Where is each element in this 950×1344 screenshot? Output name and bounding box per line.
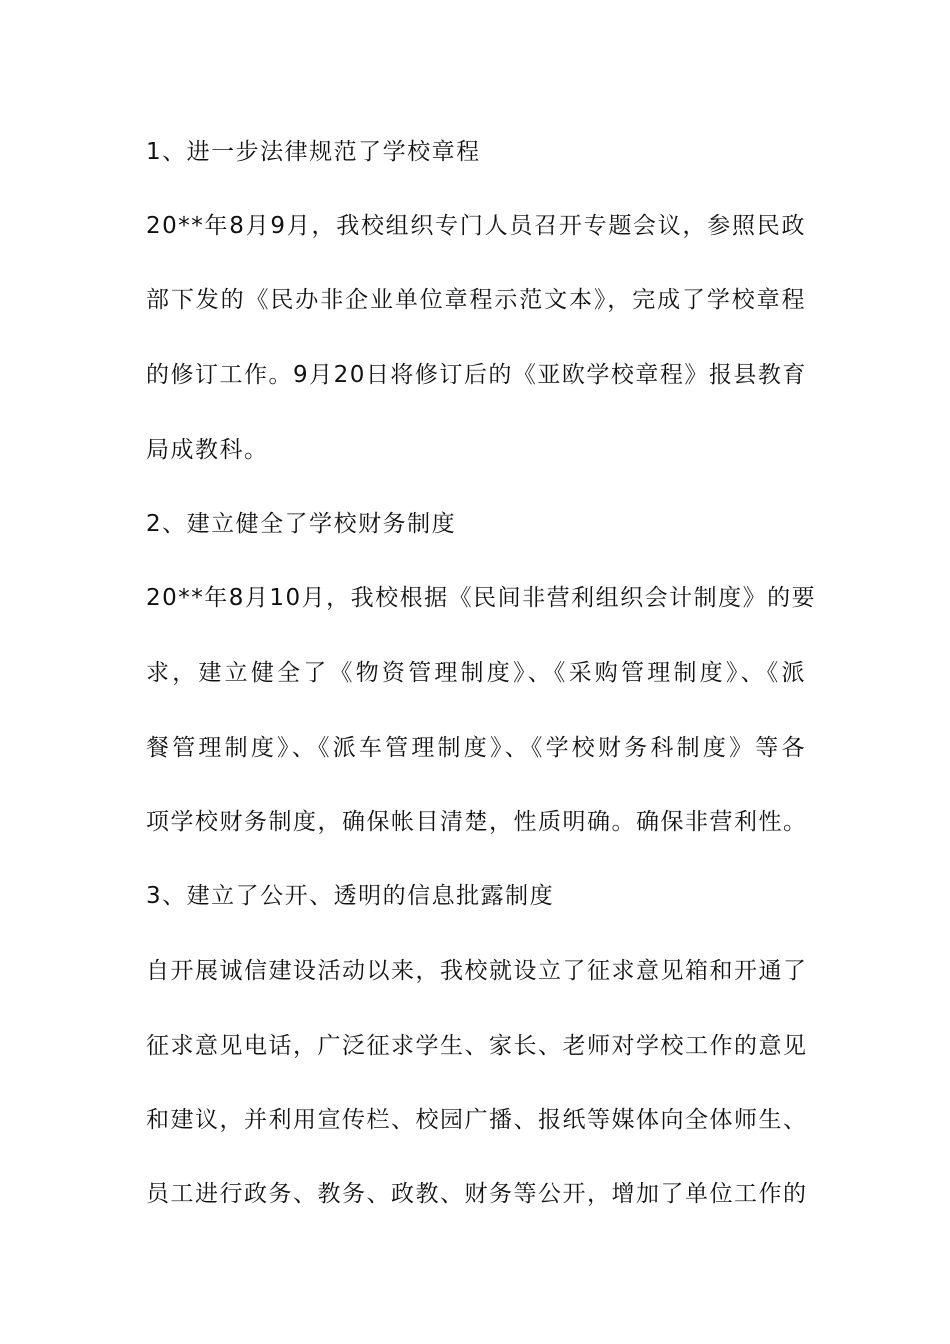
paragraph-line: 餐管理制度》、《派车管理制度》、《学校财务科制度》等各	[146, 735, 806, 761]
paragraph-line: 部下发的《民办非企业单位章程示范文本》，完成了学校章程	[146, 287, 806, 313]
section-heading-2: 2、建立健全了学校财务制度	[146, 511, 457, 537]
paragraph-line: 20**年8月9月，我校组织专门人员召开专题会议，参照民政	[146, 213, 806, 239]
paragraph-line: 的修订工作。9月20日将修订后的《亚欧学校章程》报县教育	[146, 362, 807, 388]
paragraph-line: 项学校财务制度，确保帐目清楚，性质明确。确保非营利性。	[146, 809, 808, 835]
paragraph-line: 征求意见电话，广泛征求学生、家长、老师对学校工作的意见	[146, 1033, 808, 1059]
section-heading-3: 3、建立了公开、透明的信息批露制度	[146, 883, 555, 909]
paragraph-line: 员工进行政务、教务、政教、财务等公开，增加了单位工作的	[146, 1181, 808, 1207]
paragraph-line: 20**年8月10月，我校根据《民间非营利组织会计制度》的要	[146, 585, 817, 611]
section-heading-1: 1、进一步法律规范了学校章程	[146, 139, 481, 165]
paragraph-line: 和建议，并利用宣传栏、校园广播、报纸等媒体向全体师生、	[146, 1107, 808, 1133]
paragraph-line: 自开展诚信建设活动以来，我校就设立了征求意见箱和开通了	[146, 958, 808, 984]
paragraph-line: 求，建立健全了《物资管理制度》、《采购管理制度》、《派	[146, 660, 806, 686]
paragraph-line: 局成教科。	[146, 437, 269, 463]
